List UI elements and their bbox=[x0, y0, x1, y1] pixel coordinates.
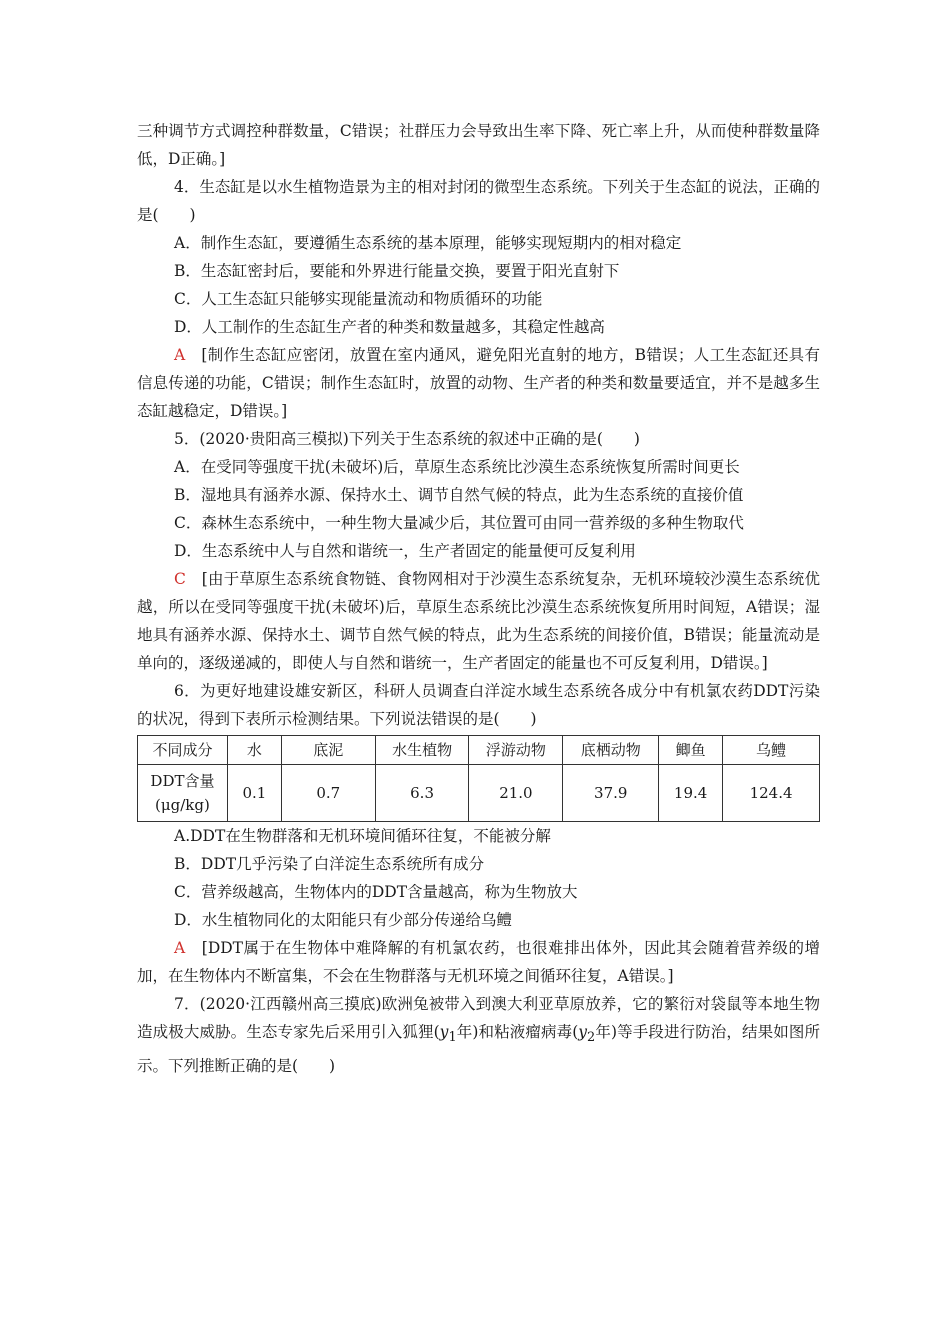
table-row bbox=[138, 765, 820, 822]
q7-text-2: 年)和粘液瘤病毒( bbox=[456, 1023, 579, 1041]
continued-explanation: 三种调节方式调控种群数量，C错误；社群压力会导致出生率下降、死亡率上升，从而使种群数量降低，D正确。] bbox=[137, 122, 820, 168]
question-7-stem bbox=[137, 990, 820, 1080]
table-cell: 0.1 bbox=[227, 765, 281, 822]
question-5-option-d: D．生态系统中人与自然和谐统一，生产者固定的能量便可反复利用 bbox=[174, 542, 636, 560]
question-4-explanation: [制作生态缸应密闭，放置在室内通风，避免阳光直射的地方，B错误；人工生态缸还具有信息传递的功能，C错误；制作生态缸时，放置的动物、生产者的种类和数量要适宜，并不是越多生态缸越稳定，D错误。] bbox=[137, 346, 820, 420]
question-4-option-a: A．制作生态缸，要遵循生态系统的基本原理，能够实现短期内的相对稳定 bbox=[174, 234, 682, 252]
question-6-stem: 6．为更好地建设雄安新区，科研人员调查白洋淀水域生态系统各成分中有机氯农药DDT污染的状况，得到下表所示检测结果。下列说法错误的是( ) bbox=[137, 682, 820, 728]
table-header-cell: 不同成分 bbox=[138, 736, 228, 765]
table-cell: 6.3 bbox=[375, 765, 469, 822]
table-header-cell: 水 bbox=[227, 736, 281, 765]
question-5-option-a: A．在受同等强度干扰(未破坏)后，草原生态系统比沙漠生态系统恢复所需时间更长 bbox=[174, 458, 740, 476]
question-6-answer-letter: A bbox=[174, 939, 186, 957]
ddt-table bbox=[137, 735, 820, 822]
question-5-answer-letter: C bbox=[174, 570, 186, 588]
question-4-option-b: B．生态缸密封后，要能和外界进行能量交换，要置于阳光直射下 bbox=[174, 262, 620, 280]
question-6-answer bbox=[137, 934, 820, 990]
q7-var-y1-sub: 1 bbox=[448, 1030, 457, 1046]
question-4-stem: 4．生态缸是以水生植物造景为主的相对封闭的微型生态系统。下列关于生态缸的说法，正确的是( ) bbox=[137, 178, 820, 224]
q7-var-y1: y bbox=[439, 1023, 449, 1041]
question-6-explanation: [DDT属于在生物体中难降解的有机氯农药，也很难排出体外，因此其会随着营养级的增加，在生物体内不断富集，不会在生物群落与无机环境之间循环往复，A错误。] bbox=[137, 939, 820, 985]
question-5-option-b: B．湿地具有涵养水源、保持水土、调节自然气候的特点，此为生态系统的直接价值 bbox=[174, 486, 744, 504]
question-4-answer-letter: A bbox=[174, 346, 186, 364]
question-4-option-c: C．人工生态缸只能够实现能量流动和物质循环的功能 bbox=[174, 290, 543, 308]
table-header-row bbox=[138, 736, 820, 765]
question-5-explanation: [由于草原生态系统食物链、食物网相对于沙漠生态系统复杂，无机环境较沙漠生态系统优越，所以在受同等强度干扰(未破坏)后，草原生态系统比沙漠生态系统恢复所用时间短，A错误；湿地具有涵养水源、保持水土、调节自然气候的特点，此为生态系统的间接价值，B错误；能量流动是单向的，逐级递减的，即使人与自然和谐统一，生产者固定的能量也不可反复利用，D错误。] bbox=[137, 570, 820, 672]
row-label-line-2: (μg/kg) bbox=[155, 796, 210, 814]
table-header-cell: 底栖动物 bbox=[563, 736, 659, 765]
table-cell: 124.4 bbox=[723, 765, 820, 822]
question-6-option-c: C．营养级越高，生物体内的DDT含量越高，称为生物放大 bbox=[174, 883, 578, 901]
q7-text-1: 7．(2020·江西赣州高三摸底)欧洲兔被带入到澳大利亚草原放养，它的繁衍对袋鼠等本地生物造成极大威胁。生态专家先后采用引入狐狸( bbox=[137, 995, 820, 1041]
table-header-cell: 水生植物 bbox=[375, 736, 469, 765]
table-header-cell: 乌鳢 bbox=[723, 736, 820, 765]
row-label-line-1: DDT含量 bbox=[150, 772, 215, 790]
q7-var-y2: y bbox=[578, 1023, 588, 1041]
question-6-option-a: A.DDT在生物群落和无机环境间循环往复，不能被分解 bbox=[174, 827, 551, 845]
table-cell: 37.9 bbox=[563, 765, 659, 822]
table-header-cell: 鲫鱼 bbox=[659, 736, 723, 765]
question-6-option-b: B．DDT几乎污染了白洋淀生态系统所有成分 bbox=[174, 855, 485, 873]
table-row-label bbox=[138, 765, 228, 822]
question-5-answer bbox=[137, 565, 820, 677]
question-6-option-d: D．水生植物同化的太阳能只有少部分传递给乌鳢 bbox=[174, 911, 512, 929]
question-5-option-c: C．森林生态系统中，一种生物大量减少后，其位置可由同一营养级的多种生物取代 bbox=[174, 514, 744, 532]
question-4-option-d: D．人工制作的生态缸生产者的种类和数量越多，其稳定性越高 bbox=[174, 318, 605, 336]
table-header-cell: 底泥 bbox=[281, 736, 375, 765]
table-header-cell: 浮游动物 bbox=[469, 736, 563, 765]
table-cell: 0.7 bbox=[281, 765, 375, 822]
q7-var-y2-sub: 2 bbox=[587, 1030, 596, 1046]
question-4-answer bbox=[137, 341, 820, 425]
question-5-stem: 5．(2020·贵阳高三模拟)下列关于生态系统的叙述中正确的是( ) bbox=[174, 430, 640, 448]
table-cell: 19.4 bbox=[659, 765, 723, 822]
table-cell: 21.0 bbox=[469, 765, 563, 822]
q7-text-3: 年)等手段进行防治，结果如图所示。下列推断正确的是( ) bbox=[137, 1023, 820, 1076]
document-page bbox=[137, 117, 820, 1080]
